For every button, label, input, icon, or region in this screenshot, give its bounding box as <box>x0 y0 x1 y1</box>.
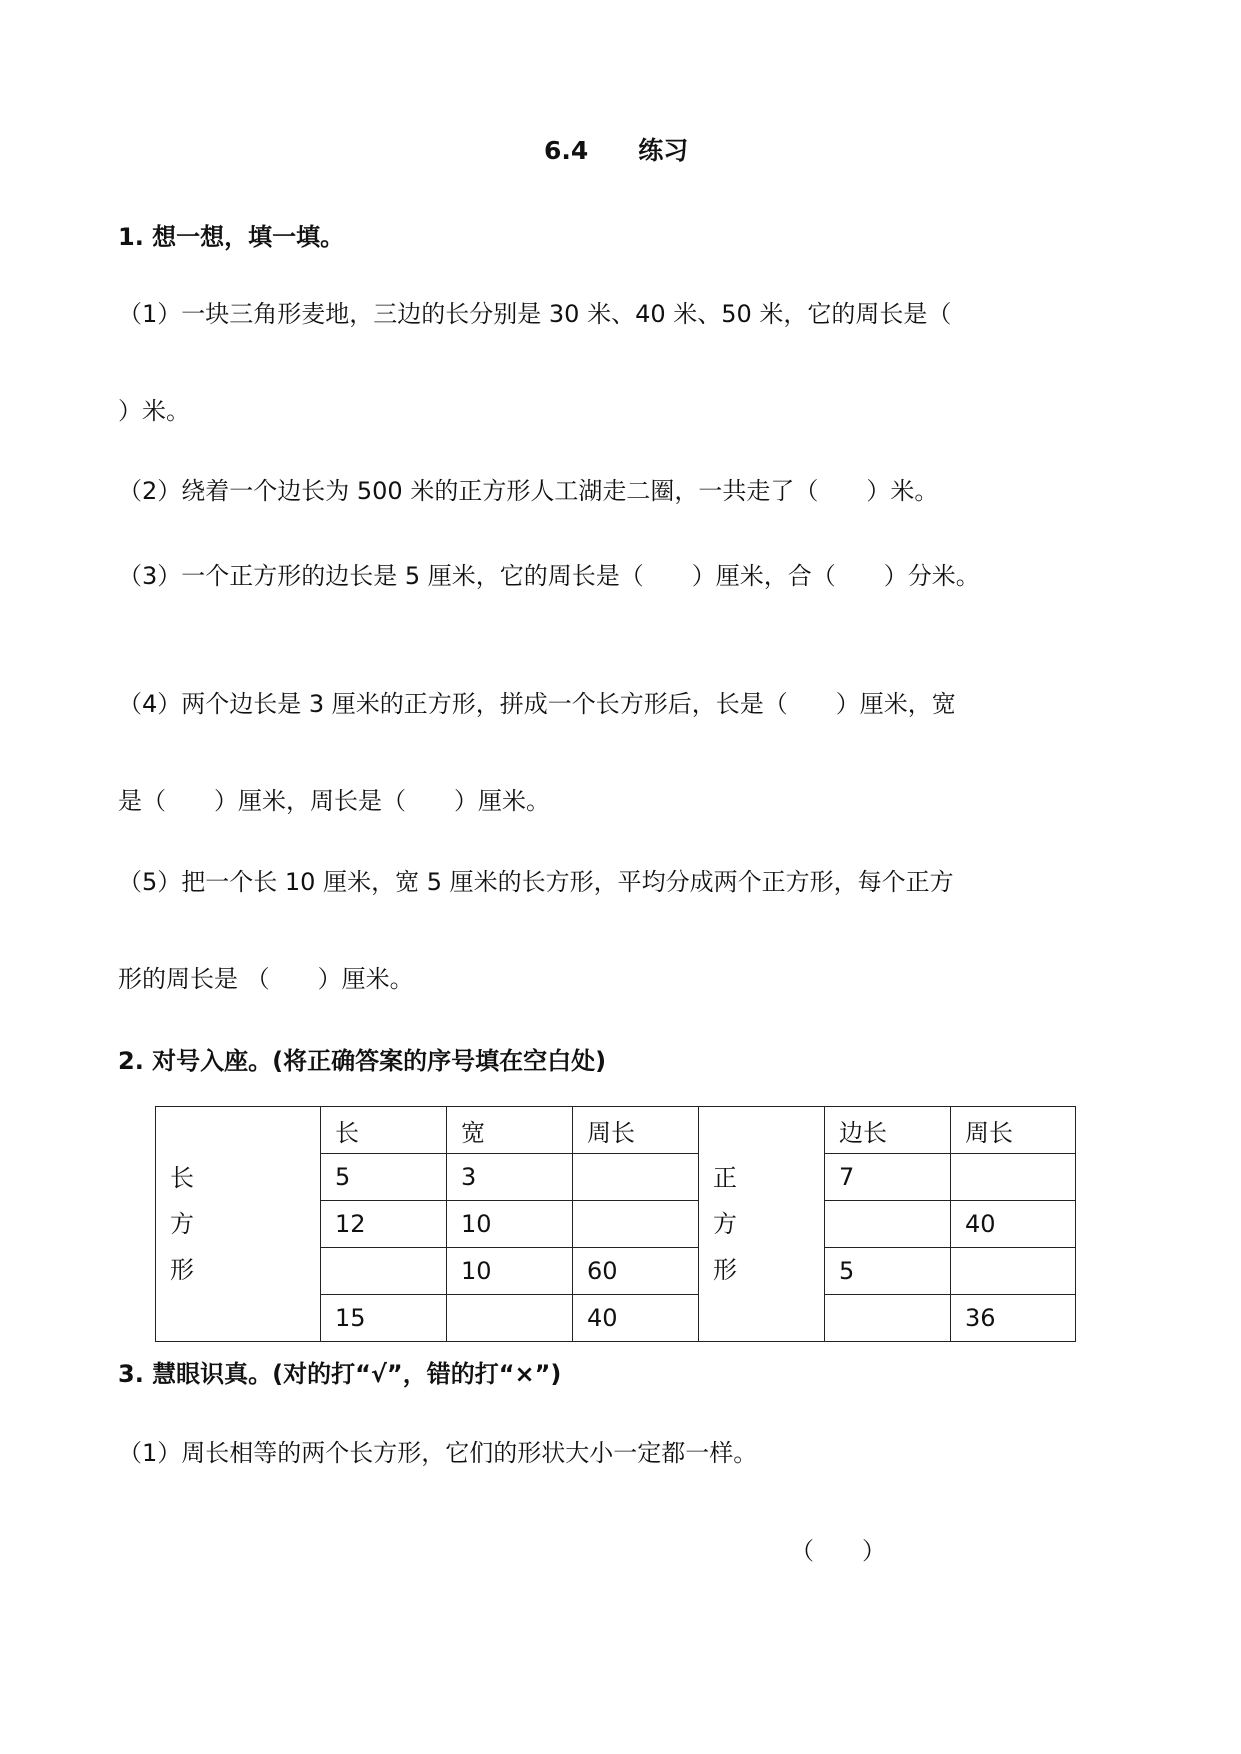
square-cell: 40 <box>951 1201 1076 1248</box>
q2-table <box>155 1106 1076 1342</box>
rect-cell <box>321 1248 447 1295</box>
square-header-perimeter: 周长 <box>951 1107 1076 1154</box>
q1-item1-line2: ）米。 <box>118 397 190 425</box>
rect-cell <box>447 1295 573 1342</box>
rect-label-char: 长 <box>170 1164 194 1192</box>
square-cell: 5 <box>825 1248 951 1295</box>
rect-cell: 3 <box>447 1154 573 1201</box>
square-label-char: 形 <box>713 1256 737 1284</box>
q1-item4-line2: 是（ ）厘米，周长是（ ）厘米。 <box>118 787 550 815</box>
q1-item5-line1: （5）把一个长 10 厘米，宽 5 厘米的长方形，平均分成两个正方形，每个正方 <box>118 868 954 896</box>
q1-item5-line2: 形的周长是 （ ）厘米。 <box>118 965 414 993</box>
square-cell <box>825 1295 951 1342</box>
rect-cell: 10 <box>447 1201 573 1248</box>
rect-cell: 5 <box>321 1154 447 1201</box>
q1-item4-line1: （4）两个边长是 3 厘米的正方形，拼成一个长方形后，长是（ ）厘米，宽 <box>118 690 956 718</box>
square-cell <box>951 1154 1076 1201</box>
rect-header-width: 宽 <box>447 1107 573 1154</box>
q3-heading: 3. 慧眼识真。(对的打“√”，错的打“×”) <box>118 1360 562 1388</box>
square-label-cell <box>699 1107 825 1342</box>
square-label-char: 正 <box>713 1164 737 1192</box>
rect-cell: 40 <box>573 1295 699 1342</box>
table-row <box>156 1107 1076 1154</box>
rect-label-char: 方 <box>170 1210 194 1238</box>
rect-cell: 12 <box>321 1201 447 1248</box>
square-cell <box>951 1248 1076 1295</box>
q1-item1-line1: （1）一块三角形麦地，三边的长分别是 30 米、40 米、50 米，它的周长是（ <box>118 300 952 328</box>
rect-label-cell <box>156 1107 321 1342</box>
q3-item1: （1）周长相等的两个长方形，它们的形状大小一定都一样。 <box>118 1439 758 1467</box>
q1-item2: （2）绕着一个边长为 500 米的正方形人工湖走二圈，一共走了（ ）米。 <box>118 477 939 505</box>
q3-item1-answer-blank: （ ） <box>790 1537 886 1565</box>
square-header-side: 边长 <box>825 1107 951 1154</box>
square-cell <box>825 1201 951 1248</box>
rect-cell: 60 <box>573 1248 699 1295</box>
square-cell: 7 <box>825 1154 951 1201</box>
square-label-char: 方 <box>713 1210 737 1238</box>
page-title: 6.4 练习 <box>544 136 689 165</box>
rect-header-length: 长 <box>321 1107 447 1154</box>
q2-heading: 2. 对号入座。(将正确答案的序号填在空白处) <box>118 1047 607 1075</box>
q1-heading: 1. 想一想，填一填。 <box>118 223 345 251</box>
rect-cell <box>573 1201 699 1248</box>
q1-item3: （3）一个正方形的边长是 5 厘米，它的周长是（ ）厘米，合（ ）分米。 <box>118 562 980 590</box>
rect-header-perimeter: 周长 <box>573 1107 699 1154</box>
rect-cell <box>573 1154 699 1201</box>
square-cell: 36 <box>951 1295 1076 1342</box>
rect-cell: 10 <box>447 1248 573 1295</box>
rect-cell: 15 <box>321 1295 447 1342</box>
rect-label-char: 形 <box>170 1256 194 1284</box>
